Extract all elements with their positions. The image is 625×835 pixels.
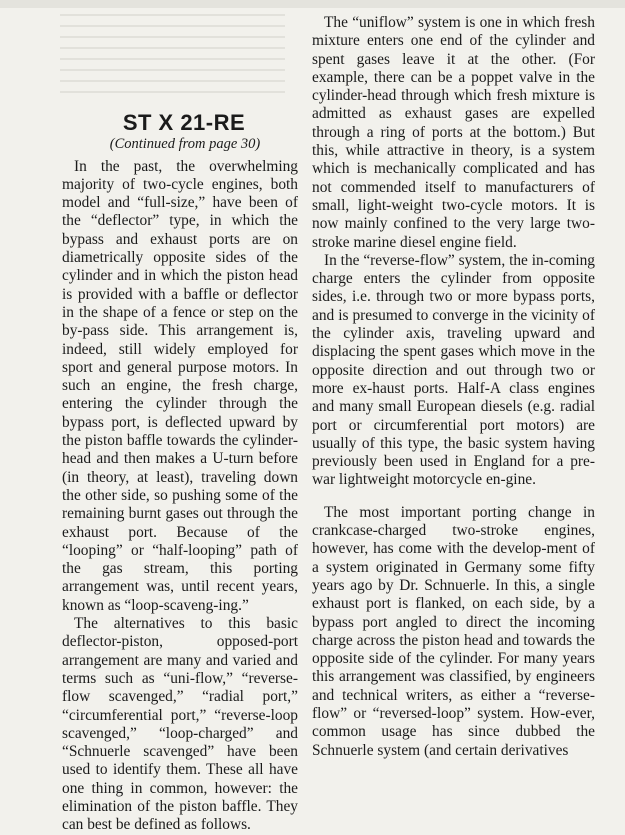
column-top-space <box>62 14 298 114</box>
top-margin-strip <box>0 0 625 8</box>
paragraph: The alternatives to this basic deflector-piston, opposed-port arrangement are many and varied and terms such as “uni-flow,” “reverse-flow scavenged,” “radial port,” “circumferential port,” “reverse-loop scavenged,” “loop-charged” and “Schnuerle scavenged” have been used to identify them. These all have one thing in common, however: the elimination of the piston baffle. They can best be defined as follows. <box>62 615 298 834</box>
right-column <box>312 14 595 760</box>
continuation-note: (Continued from page 30) <box>109 136 261 153</box>
left-column <box>62 14 298 835</box>
paragraph: In the “reverse-flow” system, the in-coming charge enters the cylinder from opposite sides, i.e. through two or more bypass ports, and is presumed to converge in the vicinity of the cylinder axis, traveling upward and displacing the spent gases which move in the opposite direction and out through two or more ex-haust ports. Half-A class engines and many small European diesels (e.g. radial port or circumferential port motors) are usually of this type, the basic system having previously been used in England for a pre-war lightweight motorcycle en-gine. <box>312 251 595 489</box>
article-title: ST X 21-RE <box>122 110 246 135</box>
paragraph: The “uniflow” system is one in which fresh mixture enters one end of the cylinder and spent gases leave it at the other. (For example, there can be a poppet valve in the cylinder-head through which fresh mixture is admitted as exhaust gases are expelled through a ring of ports at the bottom.) But this, while attractive in theory, is a system which is mechanically complicated and has not commended itself to manufacturers of small, light-weight two-cycle motors. It is now mainly confined to the very large two-stroke marine diesel engine field. <box>312 14 595 251</box>
paragraph: In the past, the overwhelming majority of two-cycle engines, both model and “full-size,” have been of the “deflector” type, in which the bypass and exhaust ports are on diametrically opposite sides of the cylinder and in which the piston head is provided with a baffle or deflector in the shape of a fence or step on the by-pass side. This arrangement is, indeed, still widely employed for sport and general purpose motors. In such an engine, the fresh charge, entering the cylinder through the bypass port, is deflected upward by the piston baffle towards the cylinder-head and then makes a U-turn before (in theory, at least), traveling down the other side, so pushing some of the remaining burnt gases out through the exhaust port. Because of the “looping” or “half-looping” path of the gas stream, this porting arrangement was, until recent years, known as “loop-scaveng-ing.” <box>62 157 298 614</box>
paragraph: The most important porting change in crankcase-charged two-stroke engines, however, has come with the develop-ment of a system originated in Germany some fifty years ago by Dr. Schnuerle. In this, a single exhaust port is flanked, on each side, by a bypass port angled to direct the incoming charge across the piston head and towards the opposite side of the cylinder. For many years this arrangement was classified, by engineers and technical writers, as either a “reverse-flow” or “reversed-loop” system. How-ever, common usage has since dubbed the Schnuerle system (and certain derivatives <box>312 503 595 759</box>
